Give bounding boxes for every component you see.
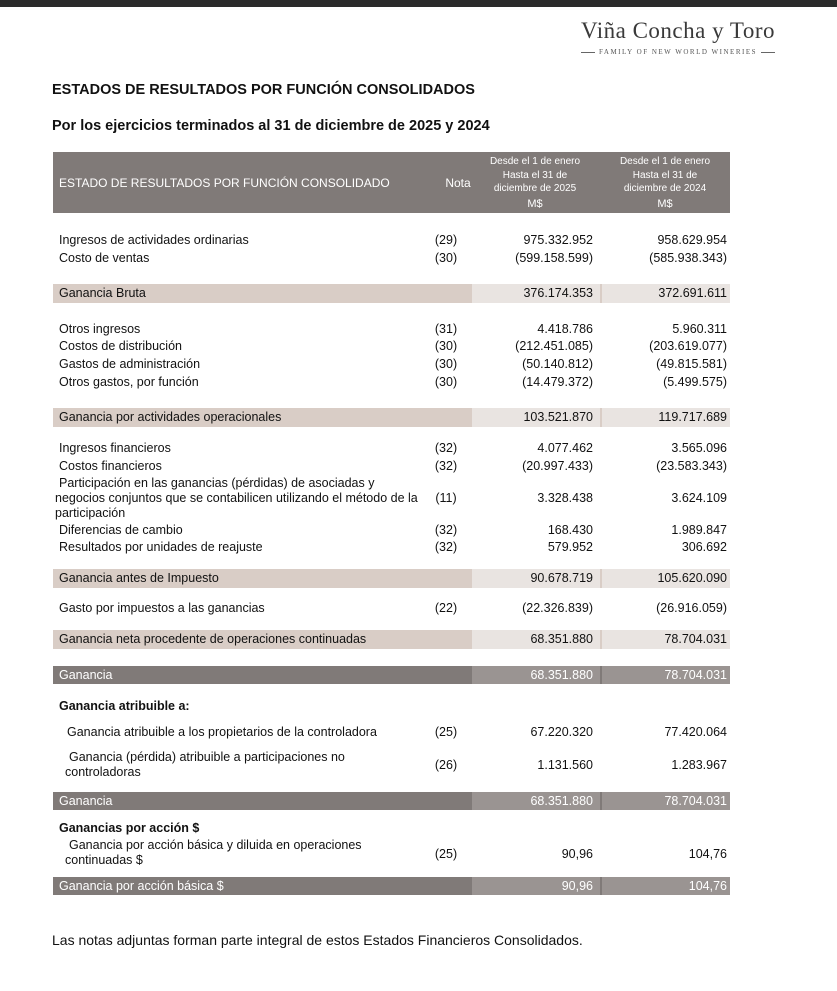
row-label: Ganancia atribuible a los propietarios de la controladora <box>67 725 377 739</box>
row-nota: (25) <box>434 847 458 861</box>
row-ganancia-total <box>53 792 730 810</box>
row-value-2024: 119.717.689 <box>658 410 727 424</box>
row-value-2024: (49.815.581) <box>656 357 727 371</box>
row-label: Ganancia por actividades operacionales <box>59 410 282 424</box>
row-value-2025: 3.328.438 <box>537 491 593 505</box>
row-value-2024: 958.629.954 <box>657 233 727 247</box>
row-nota: (32) <box>434 441 458 455</box>
row-value-2025: 68.351.880 <box>530 794 593 808</box>
row-nota: (25) <box>434 725 458 739</box>
logo-tagline-row <box>577 48 779 56</box>
row-label: Costo de ventas <box>59 251 150 265</box>
row-value-2024: 306.692 <box>681 540 727 554</box>
row-value-2025: 67.220.320 <box>530 725 593 739</box>
row-value-2025: 103.521.870 <box>523 410 593 424</box>
row-value-2024: (5.499.575) <box>663 375 727 389</box>
row-value-2024: 1.283.967 <box>671 758 727 772</box>
row-label: Costos financieros <box>59 459 162 473</box>
row-label: Ganancia antes de Impuesto <box>59 571 219 585</box>
row-value-2025: 90,96 <box>561 847 593 861</box>
row-nota: (11) <box>435 491 457 505</box>
row-value-2024: 3.565.096 <box>671 441 727 455</box>
row-label <box>65 838 362 868</box>
header-col-2024-unit: M$ <box>657 197 673 210</box>
row-nota: (32) <box>434 459 458 473</box>
row-value-2024: 78.704.031 <box>664 668 727 682</box>
row-ganancia <box>53 666 730 684</box>
company-logo <box>577 18 779 56</box>
row-label: Ingresos financieros <box>59 441 171 455</box>
row-label: Otros gastos, por función <box>59 375 199 389</box>
row-label: Ganancia <box>59 794 113 808</box>
row-value-2025: (20.997.433) <box>522 459 593 473</box>
row-nota: (29) <box>434 233 458 247</box>
header-col-2024-line2: Hasta el 31 de <box>632 169 698 181</box>
row-label-line1: Ganancia por acción básica y diluida en operaciones <box>69 838 362 852</box>
row-nota: (26) <box>434 758 458 772</box>
row-value-2025: (50.140.812) <box>522 357 593 371</box>
row-value-2025: 376.174.353 <box>523 286 593 300</box>
table-header <box>53 152 730 213</box>
header-col-2025-line2: Hasta el 31 de <box>502 169 568 181</box>
row-label <box>55 476 418 521</box>
row-nota: (30) <box>434 251 458 265</box>
row-value-2025: (599.158.599) <box>515 251 593 265</box>
row-value-2024: 1.989.847 <box>671 523 727 537</box>
row-por-accion-basica <box>53 877 730 895</box>
row-label: Resultados por unidades de reajuste <box>59 540 263 554</box>
income-statement-table <box>53 152 730 893</box>
header-col-2025-line3: diciembre de 2025 <box>493 183 577 194</box>
row-value-2024: 372.691.611 <box>658 286 727 300</box>
row-value-2024: (26.916.059) <box>656 601 727 615</box>
row-label: Ganancia por acción básica $ <box>59 879 224 893</box>
row-value-2025: 168.430 <box>547 523 593 537</box>
row-value-2024: 77.420.064 <box>664 725 727 739</box>
row-ganancia-neta-continuadas <box>53 630 730 649</box>
row-nota: (32) <box>434 523 458 537</box>
logo-tagline: FAMILY OF NEW WORLD WINERIES <box>599 48 757 56</box>
row-label: Ingresos de actividades ordinarias <box>59 233 249 247</box>
row-value-2025: 68.351.880 <box>530 632 593 646</box>
row-label: Costos de distribución <box>59 339 182 353</box>
row-label: Gastos de administración <box>59 357 201 371</box>
row-value-2024: (203.619.077) <box>649 339 727 353</box>
top-bar <box>0 0 837 7</box>
row-nota: (32) <box>434 540 458 554</box>
row-label-line2: continuadas $ <box>65 853 143 867</box>
divider <box>761 52 775 53</box>
header-label: ESTADO DE RESULTADOS POR FUNCIÓN CONSOLIDADO <box>59 176 390 190</box>
row-nota: (22) <box>434 601 458 615</box>
row-label-line3: participación <box>55 506 126 520</box>
row-value-2025: 90.678.719 <box>530 571 593 585</box>
row-ganancia-antes-impuesto <box>53 569 730 588</box>
header-nota: Nota <box>445 176 471 190</box>
row-label-line1: Ganancia (pérdida) atribuible a participaciones no <box>69 750 345 764</box>
logo-name: Viña Concha y Toro <box>581 18 776 43</box>
row-value-2025: (14.479.372) <box>522 375 593 389</box>
row-label: Gasto por impuestos a las ganancias <box>59 601 265 615</box>
row-label: Otros ingresos <box>59 322 141 336</box>
row-nota: (30) <box>434 357 458 371</box>
row-value-2024: 78.704.031 <box>664 632 727 646</box>
row-value-2024: 104,76 <box>688 847 727 861</box>
row-value-2024: 104,76 <box>688 879 727 893</box>
row-value-2024: (585.938.343) <box>649 251 727 265</box>
row-label <box>65 750 345 780</box>
row-value-2025: (22.326.839) <box>522 601 593 615</box>
row-nota: (30) <box>434 375 458 389</box>
header-col-2024 <box>600 155 730 211</box>
section-heading: Ganancias por acción $ <box>59 821 200 835</box>
row-label: Ganancia Bruta <box>59 286 146 300</box>
header-col-2025-line1: Desde el 1 de enero <box>489 156 581 167</box>
row-nota: (30) <box>434 339 458 353</box>
footnote: Las notas adjuntas forman parte integral de estos Estados Financieros Consolidados. <box>52 932 583 948</box>
row-label: Diferencias de cambio <box>59 523 183 537</box>
row-value-2025: 4.418.786 <box>537 322 593 336</box>
header-col-2024-line1: Desde el 1 de enero <box>619 156 711 167</box>
row-label-line2: negocios conjuntos que se contabilicen utilizando el método de la <box>55 491 418 505</box>
header-col-2025 <box>470 155 600 211</box>
row-label: Ganancia <box>59 668 113 682</box>
row-value-2025: 4.077.462 <box>537 441 593 455</box>
row-value-2024: 5.960.311 <box>672 322 727 336</box>
divider <box>581 52 595 53</box>
row-ganancia-operacional <box>53 408 730 427</box>
section-heading: Ganancia atribuible a: <box>59 699 190 713</box>
row-value-2024: 78.704.031 <box>664 794 727 808</box>
row-value-2024: 105.620.090 <box>657 571 727 585</box>
row-value-2024: 3.624.109 <box>671 491 727 505</box>
row-value-2025: (212.451.085) <box>515 339 593 353</box>
row-value-2025: 68.351.880 <box>530 668 593 682</box>
row-value-2024: (23.583.343) <box>656 459 727 473</box>
row-value-2025: 90,96 <box>561 879 593 893</box>
row-nota: (31) <box>434 322 458 336</box>
row-label-line1: Participación en las ganancias (pérdidas) de asociadas y <box>59 476 375 490</box>
header-col-2025-unit: M$ <box>527 197 543 210</box>
row-value-2025: 579.952 <box>547 540 593 554</box>
page-title: ESTADOS DE RESULTADOS POR FUNCIÓN CONSOLIDADOS <box>52 82 475 98</box>
row-ganancia-bruta <box>53 284 730 303</box>
row-value-2025: 1.131.560 <box>537 758 593 772</box>
row-value-2025: 975.332.952 <box>523 233 593 247</box>
header-col-2024-line3: diciembre de 2024 <box>623 183 707 194</box>
row-label-line2: controladoras <box>65 765 141 779</box>
row-label: Ganancia neta procedente de operaciones continuadas <box>59 632 367 646</box>
page-subtitle: Por los ejercicios terminados al 31 de diciembre de 2025 y 2024 <box>52 118 490 134</box>
